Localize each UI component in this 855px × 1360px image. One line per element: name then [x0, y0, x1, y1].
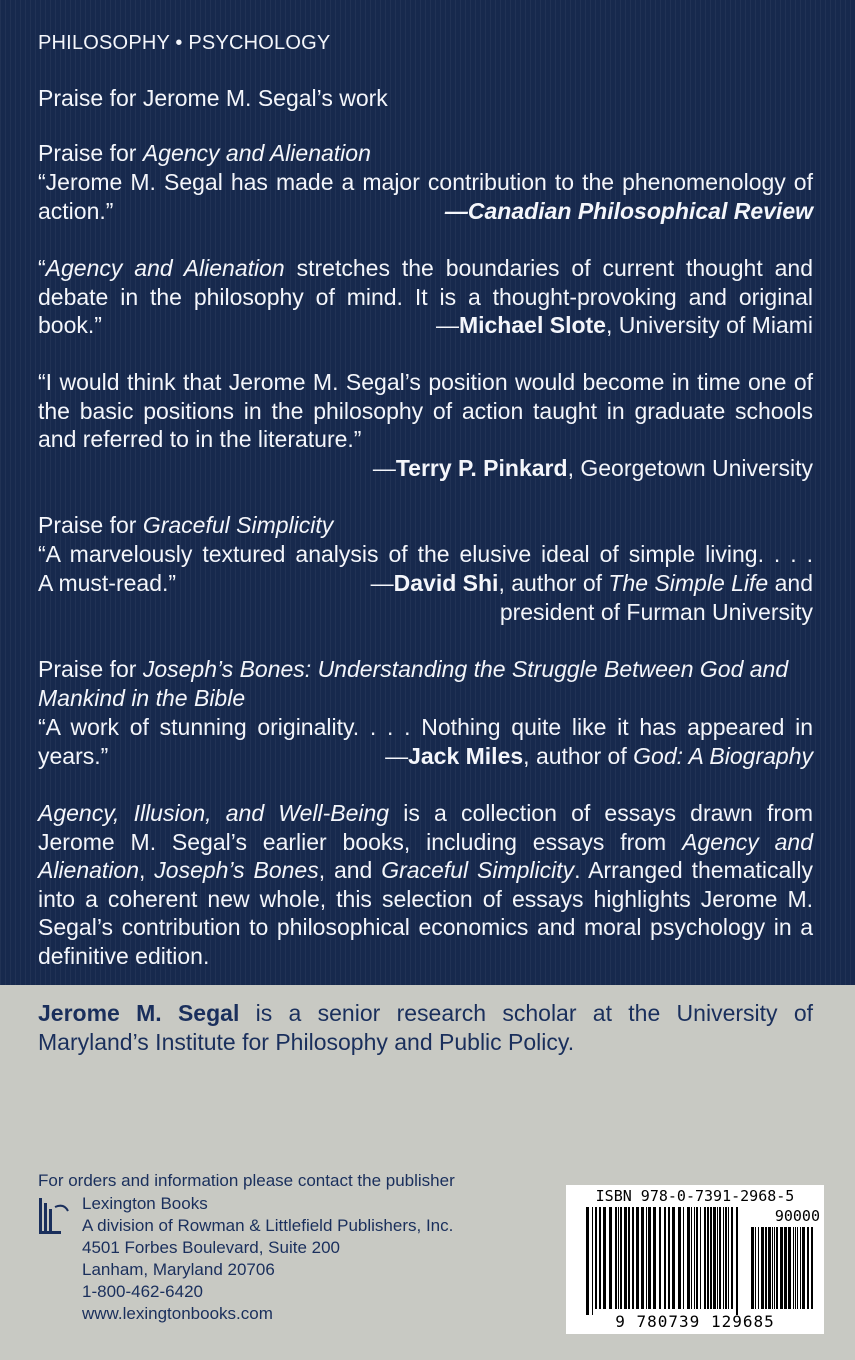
barcode-bar — [628, 1207, 630, 1309]
price-barcode-bar — [797, 1227, 798, 1309]
barcode-bar — [736, 1207, 738, 1315]
barcode-bar — [624, 1207, 627, 1309]
barcode-bar — [653, 1207, 656, 1309]
barcode-bar — [664, 1207, 666, 1309]
graceful-quote-line-1: “A marvelously textured analysis of the elusive ideal of simple living. . . . — [38, 541, 813, 567]
barcode-bar — [700, 1207, 701, 1309]
barcode-bar — [659, 1207, 661, 1309]
barcode-bar — [672, 1207, 675, 1309]
barcode-bar — [696, 1207, 698, 1309]
price-barcode-bar — [776, 1227, 778, 1309]
agency-praise-heading: Praise for Agency and Alienation — [38, 140, 371, 166]
barcode-bar — [641, 1207, 644, 1309]
price-barcode-bar — [768, 1227, 771, 1309]
barcode-bar — [620, 1207, 622, 1309]
barcode-bar — [603, 1207, 606, 1309]
barcode-bar — [668, 1207, 670, 1309]
price-barcode-bar — [774, 1227, 775, 1309]
joseph-quote-line-1: “A work of stunning originality. . . . Nothing quite like it has appeared in — [38, 714, 813, 740]
barcode-bar — [710, 1207, 712, 1309]
address-line-1: 4501 Forbes Boulevard, Suite 200 — [82, 1238, 341, 1257]
price-barcode-bar — [800, 1227, 801, 1309]
category-label: PHILOSOPHY • PSYCHOLOGY — [38, 32, 331, 54]
price-barcode-bar — [807, 1227, 809, 1309]
phone-number: 1-800-462-6420 — [82, 1282, 203, 1301]
barcode-bar — [725, 1207, 727, 1309]
price-barcode-bar — [802, 1227, 805, 1309]
agency-quote-2-attribution: —Michael Slote, University of Miami — [435, 312, 813, 338]
publisher-division: A division of Rowman & Littlefield Publishers, Inc. — [82, 1216, 454, 1235]
barcode-bar — [713, 1207, 716, 1309]
graceful-attribution-line-2: president of Furman University — [499, 599, 813, 625]
author-name: Jerome M. Segal — [38, 1000, 240, 1026]
joseph-praise-heading: Praise for Joseph’s Bones: Understanding the Struggle Between God and — [38, 656, 789, 682]
agency-quote-1: “Jerome M. Segal has made a major contribution to the phenomenology of action.” — [38, 169, 813, 224]
author-bio: Jerome M. Segal is a senior research scholar at the University of Maryland’s Institute for Philosophy and Public Policy. — [38, 1000, 813, 1055]
price-barcode-bar — [788, 1227, 791, 1309]
barcode-bar — [694, 1207, 695, 1309]
barcode-bar — [595, 1207, 597, 1309]
agency-book-title: Agency and Alienation — [142, 140, 371, 166]
book-description: Agency, Illusion, and Well-Being is a collection of essays drawn from Jerome M. Segal’s earlier books, including essays from Agency and Alienation, Joseph’s Bones, and Graceful Simplicity. Arranged thematically into a coherent new whole, this selection of essays highlights Jerome M. Segal’s contribution to philosophical economics and moral psychology in a definitive edition. — [38, 800, 813, 969]
barcode-bar — [728, 1207, 729, 1309]
price-barcode-bar — [780, 1227, 783, 1309]
barcode-bar — [632, 1207, 634, 1309]
barcode-bar — [723, 1207, 724, 1309]
praise-heading: Praise for Jerome M. Segal’s work — [38, 85, 388, 111]
agency-quote-3-attribution: —Terry P. Pinkard, Georgetown University — [372, 455, 813, 481]
website-link[interactable]: www.lexingtonbooks.com — [82, 1304, 273, 1323]
barcode-bar — [687, 1207, 690, 1309]
price-barcode-bar — [811, 1227, 813, 1309]
address-line-2: Lanham, Maryland 20706 — [82, 1260, 275, 1279]
contact-intro: For orders and information please contact the publisher — [38, 1171, 455, 1190]
graceful-attribution: —David Shi, author of The Simple Life and — [370, 570, 813, 596]
barcode-bar — [618, 1207, 619, 1309]
joseph-title-line-2: Mankind in the Bible — [38, 685, 246, 711]
agency-quote-2: “Agency and Alienation stretches the boundaries of current thought and debate in the philosophy of mind. It is a thought-provoking and original book.” — [38, 255, 813, 338]
graceful-quote-line-2: A must-read.” — [38, 570, 177, 596]
barcode-bar — [592, 1207, 593, 1315]
graceful-praise-heading: Praise for Graceful Simplicity — [38, 512, 334, 538]
barcode-bar — [615, 1207, 617, 1309]
price-barcode-bar — [755, 1227, 756, 1309]
barcode-bar — [707, 1207, 709, 1309]
price-barcode-bar — [793, 1227, 794, 1309]
barcode-bar — [636, 1207, 639, 1309]
isbn-barcode — [566, 1185, 824, 1334]
barcode-bar — [691, 1207, 692, 1309]
barcode-bar — [683, 1207, 684, 1309]
price-barcode-bar — [751, 1227, 754, 1309]
price-code: 90000 — [774, 1207, 820, 1225]
barcode-bar — [704, 1207, 706, 1309]
agency-quote-1-source: —Canadian Philosophical Review — [444, 198, 813, 224]
barcode-bar — [717, 1207, 718, 1309]
joseph-quote-line-2: years.” — [38, 743, 109, 769]
price-barcode-bar — [761, 1227, 764, 1309]
barcode-bar — [599, 1207, 601, 1309]
barcode-bar — [646, 1207, 647, 1309]
price-barcode-bar — [795, 1227, 796, 1309]
barcode-bar — [609, 1207, 612, 1309]
agency-quote-3: “I would think that Jerome M. Segal’s position would become in time one of the basic positions in the philosophy of action taught in graduate schools and referred to in the literature.” — [38, 369, 813, 452]
publisher-name: Lexington Books — [82, 1194, 208, 1213]
ean-digits: 9 780739 129685 — [615, 1312, 775, 1331]
isbn-label: ISBN 978-0-7391-2968-5 — [595, 1187, 795, 1205]
price-barcode-bar — [758, 1227, 759, 1309]
price-barcode-bar — [765, 1227, 767, 1309]
barcode-bar — [719, 1207, 721, 1309]
publisher-logo-icon — [38, 1197, 74, 1235]
barcode-bar — [678, 1207, 681, 1309]
barcode-bar — [586, 1207, 589, 1315]
price-barcode-bar — [784, 1227, 787, 1309]
price-barcode-bar — [772, 1227, 773, 1309]
barcode-bar — [648, 1207, 651, 1309]
barcode-bar — [731, 1207, 733, 1309]
joseph-attribution: —Jack Miles, author of God: A Biography — [385, 743, 813, 769]
